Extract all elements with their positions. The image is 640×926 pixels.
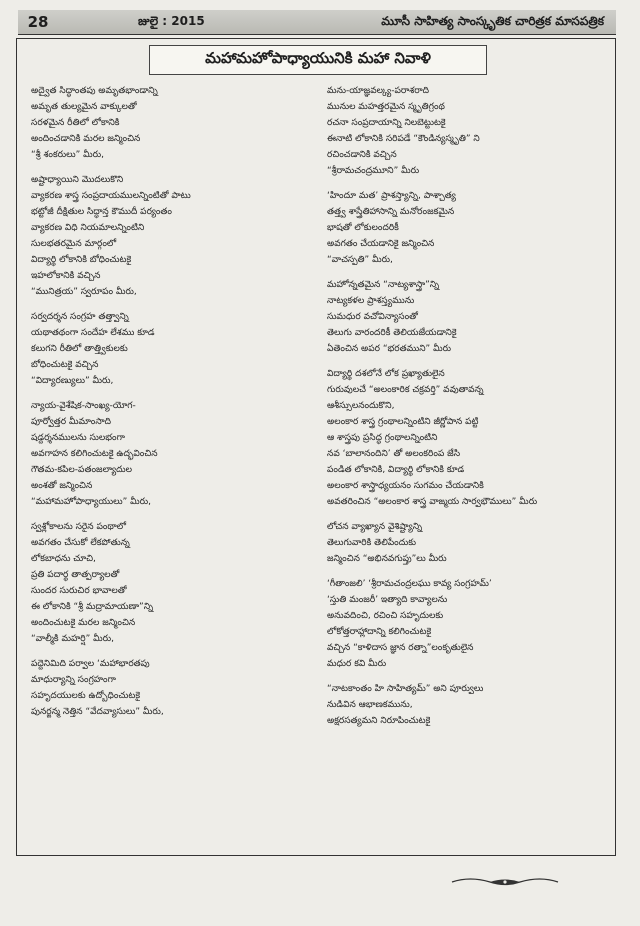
verse-line: వ్యాకరణ శాస్త్ర సంప్రదాయములన్నింటితో పాటు — [31, 191, 191, 201]
verse-line: జన్మించిన “అభినవగుప్తు”లు మీరు — [327, 554, 447, 564]
right-column-stanza — [327, 83, 612, 179]
verse-line: అలంకార శాస్త్ర గ్రంథాలన్నింటిని జీర్ణోపాన పట్టి — [327, 417, 479, 427]
verse-line: “నాటకాంతం హి సాహిత్యమ్” అని పూర్వులు — [327, 684, 484, 694]
verse-line: భట్టోజీ దీక్షితుల సిద్ధాన్త కౌముదీ పర్యంతం — [31, 207, 172, 217]
stanza-gap — [31, 510, 316, 519]
stanza-gap — [31, 163, 316, 172]
verse-line: అవగతం చేయడానికై జన్మించిన — [327, 239, 435, 249]
stanza-gap — [327, 672, 612, 681]
verse-line: ‘గీతాంజలి’ ‘శ్రీరామచంద్రలఘు కావ్య సంగ్రహమ్’ — [327, 579, 492, 589]
verse-line: సుందర సురుచిర భావాలతో — [31, 586, 127, 596]
verse-line: స్వశ్లోకాలను సరైన పంథాలో — [31, 522, 127, 532]
verse-line: తెలుగువారికి తెలిపేందుకు — [327, 538, 417, 548]
verse-line: సహృదయులకు ఉద్బోధించుటకై — [31, 691, 141, 701]
verse-line: అందించుటకై మరల జన్మించిన — [31, 618, 136, 628]
verse-line: “విద్యారణ్యులు” మీరు, — [31, 376, 114, 386]
verse-line: నవ ‘బాలానందిని’ తో అలంకరింప జేసి — [327, 449, 461, 459]
verse-line: ఆశీస్సులనందుకొని, — [327, 401, 395, 411]
verse-line: అవతరించిన “అలంకార శాస్త్ర వాఙ్మయ సార్వభౌములు” మీరు — [327, 497, 538, 507]
left-column-stanza — [31, 172, 316, 300]
left-column-stanza — [31, 519, 316, 647]
right-column-stanza — [327, 681, 612, 729]
page-header — [18, 10, 616, 35]
verse-line: పునర్జన్మ నెత్తిన “వేదవ్యాసులు” మీరు, — [31, 707, 164, 717]
verse-line: తెలుగు వారందరికీ తెలియజేయడానికై — [327, 328, 457, 338]
verse-line: కలుగని రీతిలో తాత్త్వికులకు — [31, 344, 128, 354]
page-number: 28 — [27, 13, 49, 31]
left-column — [31, 83, 316, 720]
stanza-gap — [327, 268, 612, 277]
right-column-stanza — [327, 188, 612, 268]
left-column-stanza — [31, 656, 316, 720]
left-column-stanza — [31, 309, 316, 389]
verse-line: పండిత లోకానికి, విద్యార్థి లోకానికి కూడ — [327, 465, 465, 475]
verse-line: “శ్రీరామచంద్రమూని” మీరు — [327, 166, 420, 176]
right-column-stanza — [327, 519, 612, 567]
verse-line: అవగాహన కలిగించుటకై ఉద్భవించిన — [31, 449, 158, 459]
verse-line: లోకోత్తరాహ్లాదాన్ని కలిగించుటకై — [327, 627, 432, 637]
right-column — [327, 83, 612, 729]
verse-line: మను-యాజ్ఞవల్క్య-పరాశరాది — [327, 86, 429, 96]
verse-line: “మహామహోపాధ్యాయులు” మీరు, — [31, 497, 151, 507]
right-column-stanza — [327, 576, 612, 672]
stanza-gap — [327, 179, 612, 188]
verse-line: పద్దెనిమిది పర్వాల ‘మహాభారతపు — [31, 659, 150, 669]
verse-line: గౌతమ-కపిల-పతంజల్యాదుల — [31, 465, 132, 475]
right-column-stanza — [327, 366, 612, 510]
stanza-gap — [327, 510, 612, 519]
verse-line: నాట్యకళల ప్రాశస్త్యమును — [327, 296, 415, 306]
verse-line: వచ్చిన “కాళిదాస జ్ఞాన రత్నా”లంకృతులైన — [327, 643, 474, 653]
verse-line: మహోన్నతమైన “నాట్యశాస్త్రా”న్ని — [327, 280, 440, 290]
verse-line: సులభతరమైన మార్గంలో — [31, 239, 117, 249]
verse-line: ‘స్తుతి మంజరీ’ ఇత్యాది కావ్యాలను — [327, 595, 448, 605]
verse-line: విద్యార్థి లోకానికి బోధించుటకై — [31, 255, 132, 265]
verse-line: మధుర కవి మీరు — [327, 659, 387, 669]
issue-date: జులై : 2015 — [138, 13, 205, 28]
magazine-masthead: మూసీ సాహిత్య సాంస్కృతిక చారిత్రక మాసపత్రిక — [381, 13, 604, 28]
verse-line: విద్యార్థి దశలోనే లోక ప్రఖ్యాతులైన — [327, 369, 445, 379]
verse-line: అందించడానికి మరల జన్మించిన — [31, 134, 141, 144]
verse-line: అద్వైత సిద్ధాంతపు అమృతభాండాన్ని — [31, 86, 158, 96]
stanza-gap — [31, 389, 316, 398]
verse-line: ఈనాటి లోకానికి సరిపడే “కౌండిన్యస్మృతి” ని — [327, 134, 480, 144]
left-column-stanza — [31, 83, 316, 163]
verse-line: వ్యాకరణ విధి నియమాలన్నింటిని — [31, 223, 145, 233]
verse-line: అలంకార శాస్త్రాధ్యయనం సుగమం చేయడానికి — [327, 481, 484, 491]
stanza-gap — [327, 567, 612, 576]
verse-line: న్యాయ-వైశేషిక-సాంఖ్య-యోగ- — [31, 401, 136, 411]
left-column-stanza — [31, 398, 316, 510]
verse-line: నుడివిన ఆభాణకమును, — [327, 700, 413, 710]
ornament-divider-icon — [450, 874, 560, 888]
verse-line: ‘హిందూ మత’ ప్రాశస్త్యాన్ని, పాశ్చాత్య — [327, 191, 456, 201]
verse-line: అక్షరసత్యమని నిరూపించుటకై — [327, 716, 431, 726]
verse-line: మాధుర్యాన్ని సంగ్రహంగా — [31, 675, 116, 685]
verse-line: “మునిత్రయ” స్వరూపం మీరు, — [31, 287, 137, 297]
verse-line: లోచన వ్యాఖ్యాన వైశిష్ట్యాన్ని — [327, 522, 423, 532]
article-frame — [16, 38, 616, 856]
verse-line: ప్రతి పదార్థ తాత్పర్యాలతో — [31, 570, 120, 580]
right-column-stanza — [327, 277, 612, 357]
verse-line: ఇహలోకానికి వచ్చిన — [31, 271, 101, 281]
verse-line: రచించడానికి వచ్చిన — [327, 150, 397, 160]
verse-line: పూర్వోత్తర మీమాంసాది — [31, 417, 111, 427]
verse-line: యథాతథంగా సందేహ లేశము కూడ — [31, 328, 155, 338]
verse-line: బోధించుటకై వచ్చిన — [31, 360, 99, 370]
verse-line: షడ్దర్శనములను సులభంగా — [31, 433, 125, 443]
verse-line: “వాల్మీకి మహర్షి” మీరు, — [31, 634, 114, 644]
stanza-gap — [327, 357, 612, 366]
stanza-gap — [31, 300, 316, 309]
verse-line: అవగతం చేసుకో లేకపోతున్న — [31, 538, 130, 548]
stanza-gap — [31, 647, 316, 656]
verse-line: అష్టాధ్యాయిని మొదలుకొని — [31, 175, 124, 185]
verse-line: రచనా సంప్రదాయాన్ని నిలబెట్టుటకై — [327, 118, 446, 128]
verse-line: ఈ లోకానికి “శ్రీ మద్రామాయణా”న్ని — [31, 602, 154, 612]
verse-line: భాషతో లోకులందరికీ — [327, 223, 399, 233]
verse-line: అంశతో జన్మించిన — [31, 481, 93, 491]
verse-line: అనువదించి, రచించి సహృదులకు — [327, 611, 444, 621]
verse-line: ఏతెంచిన అపర “భరతముని” మీరు — [327, 344, 452, 354]
verse-line: “వాచస్పతి” మీరు, — [327, 255, 393, 265]
verse-line: లోకబాధను చూచి, — [31, 554, 96, 564]
verse-line: సుమధుర వచోవిన్యాసంతో — [327, 312, 418, 322]
verse-line: తత్త్వ శాస్త్రేతిహాసాన్ని మనోరంజకమైన — [327, 207, 455, 217]
article-title: మహామహోపాధ్యాయునికి మహా నివాళి — [149, 45, 487, 75]
verse-line: “శ్రీ శంకరులు” మీరు, — [31, 150, 104, 160]
verse-line: అమృత తుల్యమైన వాక్కులతో — [31, 102, 137, 112]
verse-line: ఆ శాస్త్రపు ప్రసిద్ధ గ్రంథాలన్నింటిని — [327, 433, 438, 443]
verse-line: మునుల మహత్తరమైన స్మృతిగ్రంథ — [327, 102, 445, 112]
verse-line: సర్వదర్శన సంగ్రహ తత్త్వాన్ని — [31, 312, 129, 322]
verse-line: గురువులచే “అలంకారిక చక్రవర్తి” వవుతావన్న — [327, 385, 484, 395]
verse-line: సరళమైన రీతిలో లోకానికి — [31, 118, 120, 128]
